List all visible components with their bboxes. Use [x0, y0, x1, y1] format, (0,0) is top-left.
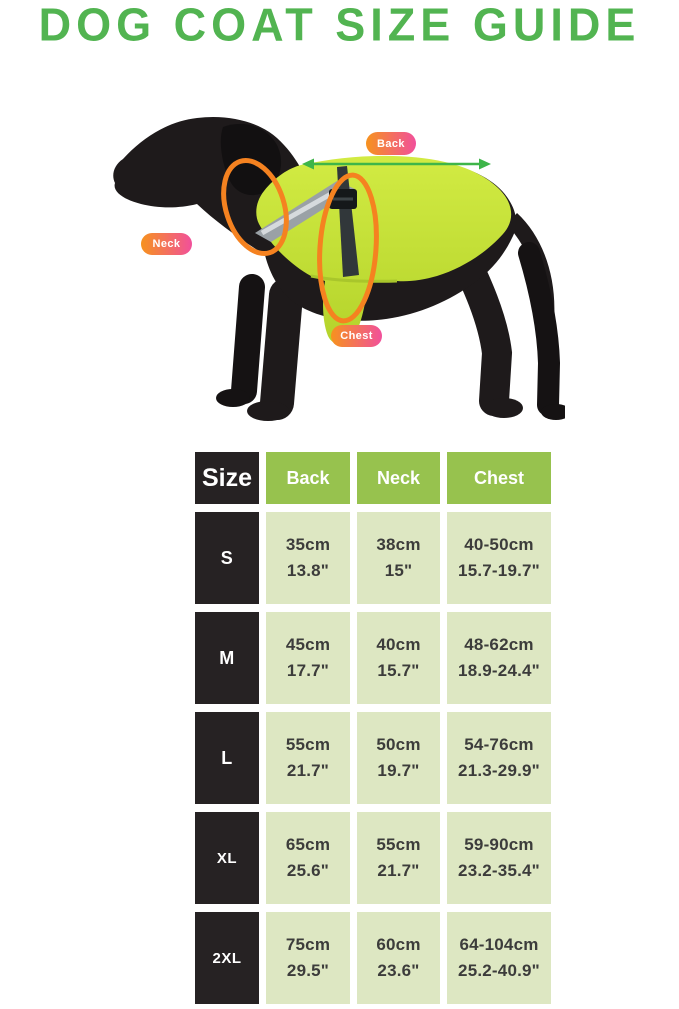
size-cell-s: S	[195, 512, 259, 604]
back-cell-m: 45cm 17.7"	[266, 612, 350, 704]
chest-cell-2xl: 64-104cm 25.2-40.9"	[447, 912, 551, 1004]
dog-illustration	[105, 105, 565, 440]
back-label-pill: Back	[366, 132, 416, 155]
size-cell-xl: XL	[195, 812, 259, 904]
back-cell-s: 35cm 13.8"	[266, 512, 350, 604]
table-header-size: Size	[195, 452, 259, 504]
table-header-back: Back	[266, 452, 350, 504]
neck-cell-2xl: 60cm 23.6"	[357, 912, 440, 1004]
neck-cell-xl: 55cm 21.7"	[357, 812, 440, 904]
back-cell-l: 55cm 21.7"	[266, 712, 350, 804]
back-cell-xl: 65cm 25.6"	[266, 812, 350, 904]
size-table	[195, 452, 551, 1004]
size-cell-l: L	[195, 712, 259, 804]
chest-cell-l: 54-76cm 21.3-29.9"	[447, 712, 551, 804]
chest-cell-m: 48-62cm 18.9-24.4"	[447, 612, 551, 704]
chest-cell-s: 40-50cm 15.7-19.7"	[447, 512, 551, 604]
neck-cell-m: 40cm 15.7"	[357, 612, 440, 704]
page-title: DOG COAT SIZE GUIDE	[38, 0, 641, 51]
chest-cell-xl: 59-90cm 23.2-35.4"	[447, 812, 551, 904]
table-header-chest: Chest	[447, 452, 551, 504]
neck-cell-s: 38cm 15"	[357, 512, 440, 604]
neck-cell-l: 50cm 19.7"	[357, 712, 440, 804]
size-cell-2xl: 2XL	[195, 912, 259, 1004]
back-cell-2xl: 75cm 29.5"	[266, 912, 350, 1004]
chest-label-pill: Chest	[331, 325, 382, 347]
table-header-neck: Neck	[357, 452, 440, 504]
neck-label-pill: Neck	[141, 233, 192, 255]
size-cell-m: M	[195, 612, 259, 704]
